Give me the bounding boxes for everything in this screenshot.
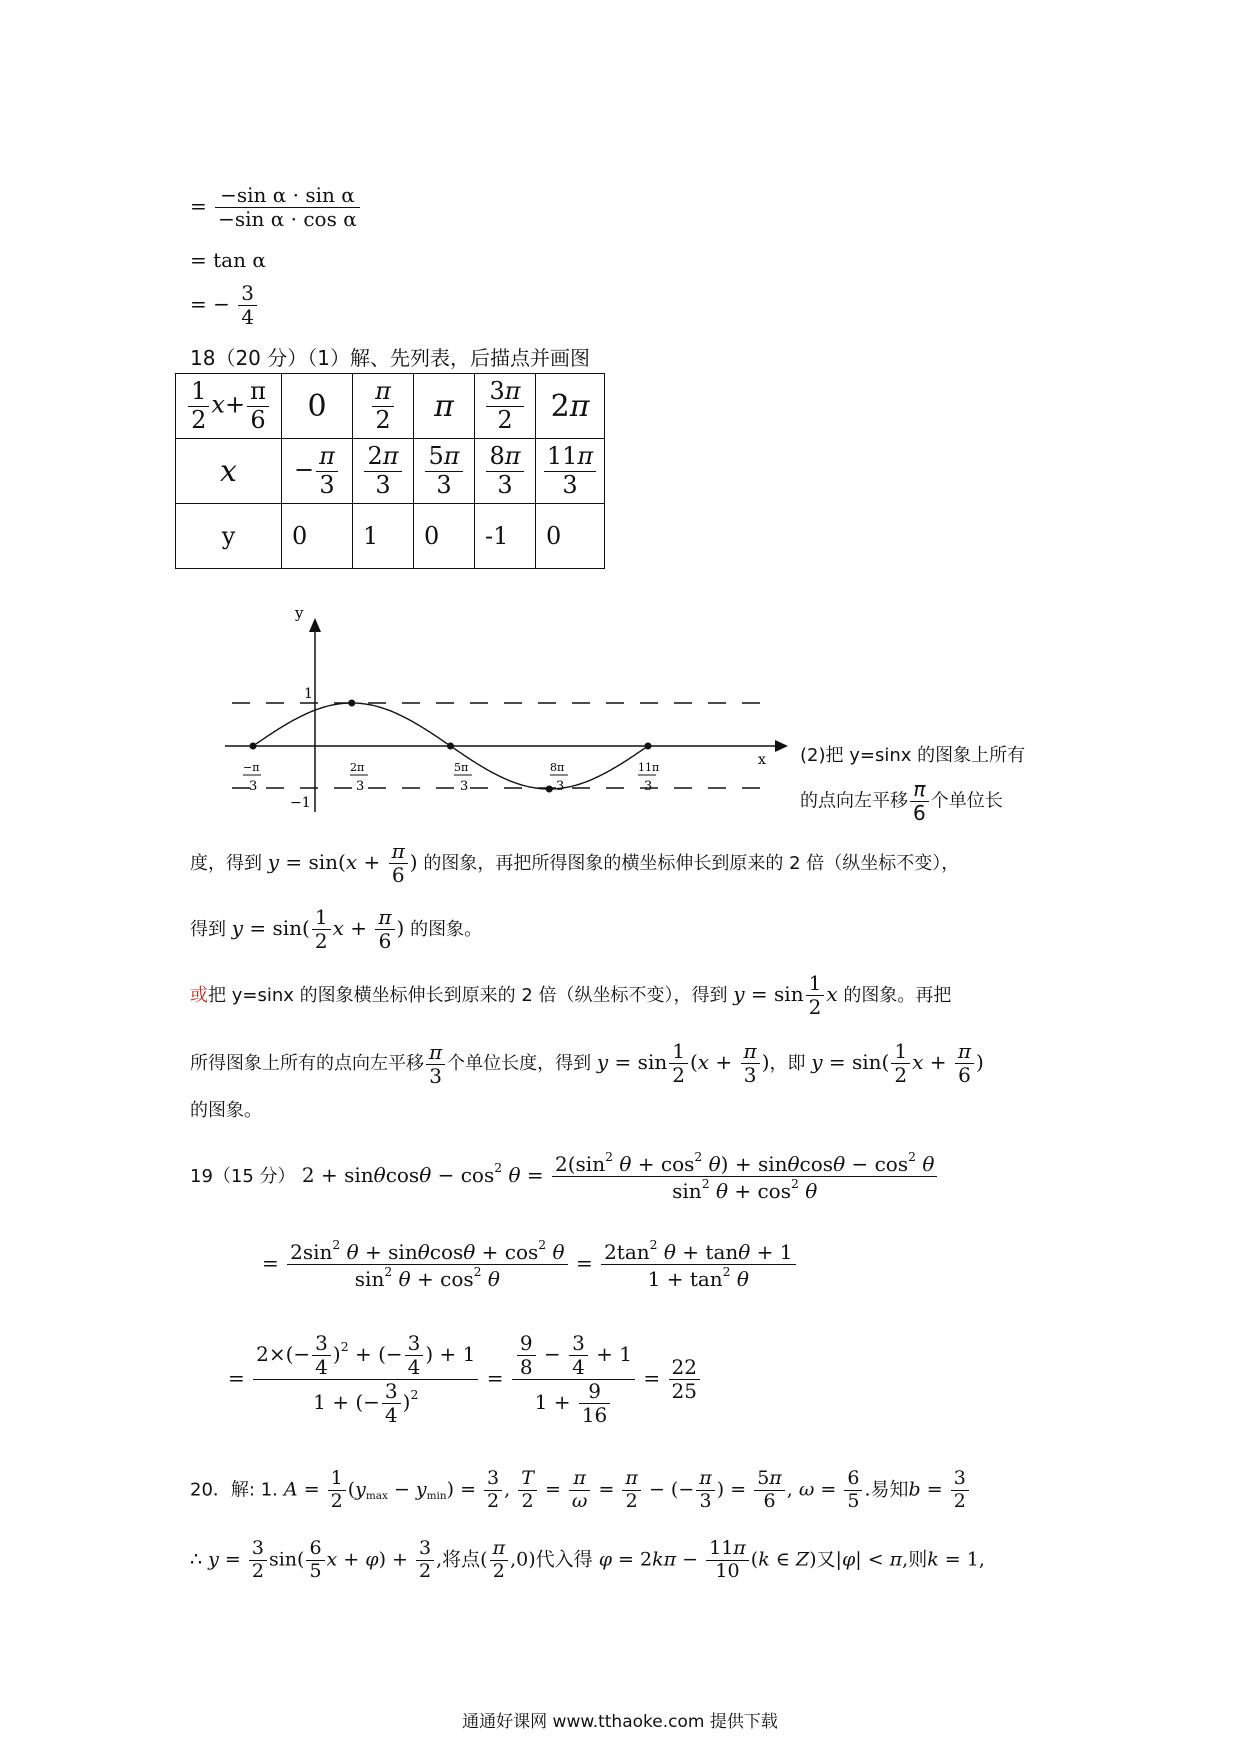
key-point: [348, 700, 355, 707]
table-head-row3: y: [176, 504, 282, 569]
tick-label-den: 3: [556, 779, 565, 794]
para-4: 所得图象上所有的点向左平移 $\frac{\pi}{3}$ 个单位长度，得到 y = sin $\frac{1}{2}$ (x + $\frac{\pi}{3}$ )，即 y = sin( $\frac{1}{2}$ x + $\frac{\pi}{6}$ ): [190, 1039, 984, 1088]
x-axis-label: x: [758, 752, 766, 768]
tick-label-den: 3: [356, 779, 365, 794]
table-head-row2: x: [176, 439, 282, 504]
key-point: [645, 743, 652, 750]
x-axis-arrow: [775, 740, 788, 752]
q18-heading: 18（20 分）（1）解、先列表，后描点并画图: [190, 346, 590, 370]
q20-line-1: 20．解: 1. A = $\frac{1}{2}$ $(y_{max} - y_{min})$ = $\frac{3}{2}$ , $\frac{T}{2}$ = $\frac{\pi}{\omega}$ = $\frac{\pi}{2}$ − (− $\frac{\pi}{3}$ ) = $\frac{5\pi}{6}$ , ω = $\frac{6}{5}$ .易知b = $\frac{3}{2}$: [190, 1468, 971, 1513]
sine-graph: [220, 600, 790, 820]
table-cell: 0: [282, 374, 353, 439]
para-3: 或把 y=sinx 的图象横坐标伸长到原来的 2 倍（纵坐标不变），得到 y = sin $\frac{1}{2}$ x 的图象。再把: [190, 971, 952, 1019]
top-frac-num: −sin α · sin α: [215, 184, 360, 208]
table-cell: 2π: [536, 374, 605, 439]
table-cell: 1: [353, 504, 414, 569]
table-cell: π: [414, 374, 475, 439]
footer: 通通好课网 www.tthaoke.com 提供下载: [462, 1712, 778, 1732]
key-point: [250, 743, 257, 750]
tick-label: 2π: [350, 761, 365, 774]
q19-result-num: 22: [669, 1356, 700, 1380]
para-2: 得到 y = sin( $\frac{1}{2}$ x + $\frac{\pi}{6}$ ) 的图象。: [190, 905, 483, 953]
value-table: $\frac{1}{2}$ x+ $\frac{\pi}{6}$ 0 $\frac{\pi}{2}$ π $\frac{3\pi}{2}$ 2π x − $\frac{\pi}{3}$ $\frac{2\pi}{3}$ $\frac{5\pi}{3}$ $\frac{8\pi}{3}$ $\frac{11\pi}{3}$ y 0 1 0 -1 0: [175, 373, 605, 569]
q19-line-2: = $\frac{2\sin^2 \theta + \sin\theta\cos\theta + \cos^2 \theta}{\sin^2 \theta + \cos^2 \theta}$ = $\frac{2\tan^2 \theta + \tan\theta + 1}{1 + \tan^2 \theta}$: [262, 1238, 798, 1291]
para-5: 的图象。: [190, 1100, 262, 1121]
tick-label-den: 3: [644, 779, 653, 794]
tick-label: 8π: [550, 761, 565, 774]
tick-label: −π: [243, 761, 260, 774]
table-cell: -1: [475, 504, 536, 569]
tick-label-den: 3: [249, 779, 258, 794]
top-line-1: = $\frac{\text{−sin α · sin α}}{\text{−sin α · cos α}}$: [190, 184, 362, 231]
table-cell: 0: [536, 504, 605, 569]
tick-label: 11π: [638, 761, 660, 774]
key-point: [546, 786, 553, 793]
top-line-3: = − $\frac{3}{4}$: [190, 282, 259, 329]
key-point: [447, 743, 454, 750]
y-axis-arrow: [309, 618, 321, 632]
y-axis-label: y: [295, 604, 304, 622]
q19-result-den: 25: [671, 1379, 697, 1403]
minus-one-label: −1: [290, 795, 311, 811]
part2-line-a: (2)把 y=sinx 的图象上所有: [800, 745, 1026, 766]
part2-line-b: 的点向左平移 $\frac{\pi}{6}$ 个单位长: [800, 777, 1003, 825]
q19-line-1: 19（15 分） $2 + \sin\theta\cos\theta - \cos^2 \theta$ = $\frac{2(\sin^2 \theta + \cos^2 \theta) + \sin\theta\cos\theta - \cos^2 \theta}{\sin^2 \theta + \cos^2 \theta}$: [190, 1150, 939, 1203]
para-1: 度，得到 y = sin(x + $\frac{\pi}{6}$ ) 的图象，再把所得图象的横坐标伸长到原来的 2 倍（纵坐标不变），: [190, 839, 960, 887]
table-cell: 0: [414, 504, 475, 569]
q20-line-2: ∴ y = $\frac{3}{2}$ sin( $\frac{6}{5}$ x + φ) + $\frac{3}{2}$ ,将点( $\frac{\pi}{2}$ ,0)代入得 φ = 2kπ − $\frac{11\pi}{10}$ (k ∈ Z)又|φ| < π,则k = 1,: [190, 1537, 985, 1582]
tick-label: 5π: [454, 761, 469, 774]
top-line-2: = tan α: [190, 248, 266, 272]
tick-label-den: 3: [460, 779, 469, 794]
top-frac-den: −sin α · cos α: [218, 207, 357, 231]
table-head-row1: $\frac{1}{2}$ x+ $\frac{\pi}{6}$: [176, 374, 282, 439]
table-cell: 0: [282, 504, 353, 569]
one-label: 1: [304, 686, 313, 702]
q19-line-3: = 2×(− $\frac{3}{4}$ )$^2$ + (− $\frac{3}{4}$ ) + 1 1 + (− $\frac{3}{4}$ )$^2$ = $\frac{9}{8}$ − $\frac{3}{4}$ + 1 1 + $\frac{9}{16}$ = $\frac{22}{25}$: [228, 1332, 702, 1427]
